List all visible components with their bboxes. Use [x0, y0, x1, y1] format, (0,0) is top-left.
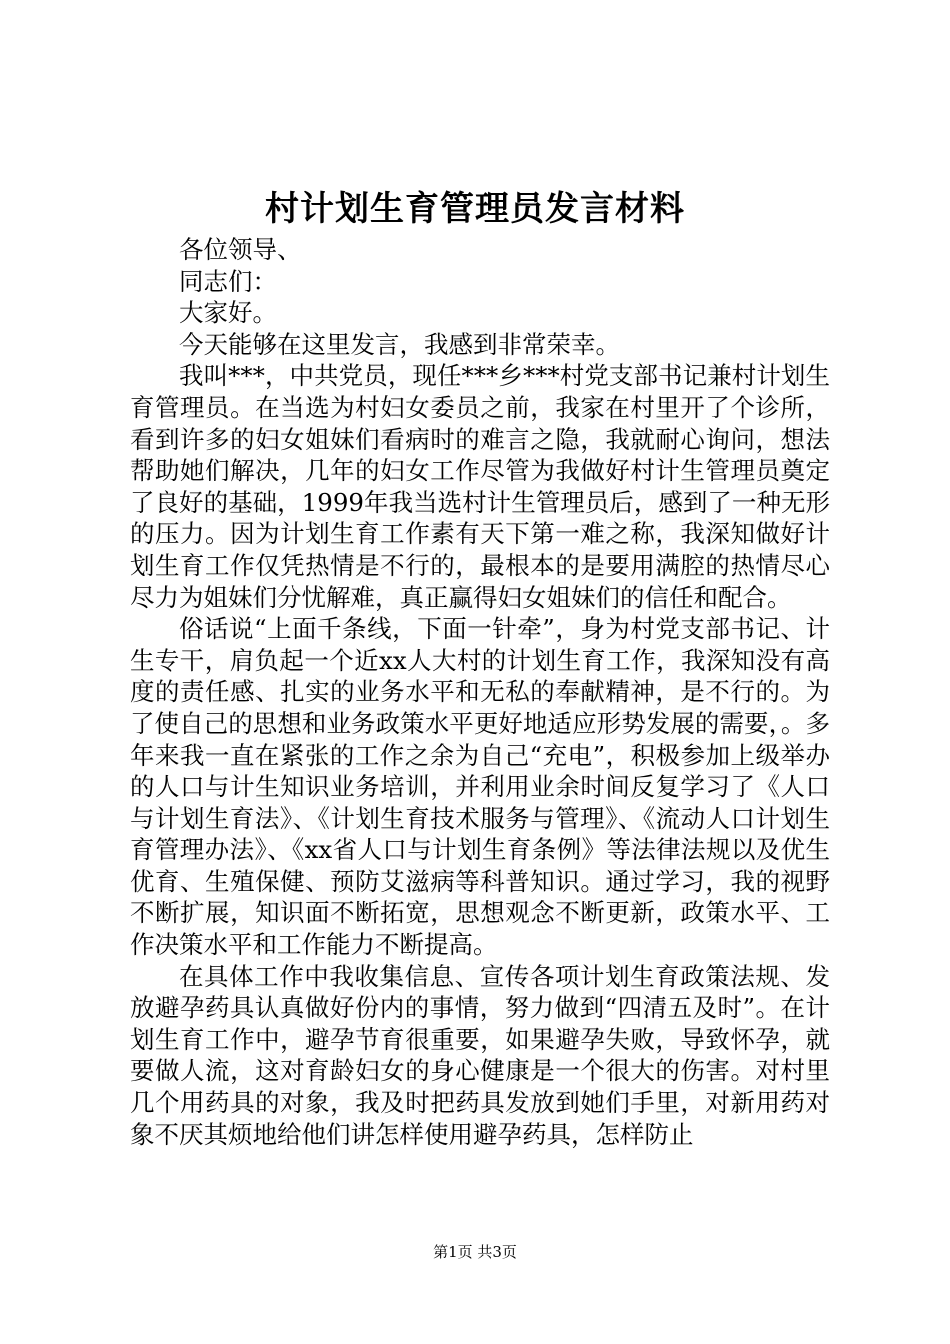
paragraph-study: 俗话说“上面千条线，下面一针牵”，身为村党支部书记、计生专干，肩负起一个近xx人大村的计划生育工作，我深知没有高度的责任感、扎实的业务水平和无私的奉献精神，是不行的。为了使自己的思想和业务政策水平更好地适应形势发展的需要，。多年来我一直在紧张的工作之余为自己“充电”，积极参加上级举办的人口与计生知识业务培训，并利用业余时间反复学习了《人口与计划生育法》、《计划生育技术服务与管理》、《流动人口计划生育管理办法》、《xx省人口与计划生育条例》等法律法规以及优生优育、生殖保健、预防艾滋病等科普知识。通过学习，我的视野不断扩展，知识面不断拓宽，思想观念不断更新，政策水平、工作决策水平和工作能力不断提高。	[130, 614, 830, 960]
document-body	[130, 234, 830, 1150]
paragraph-introduction: 我叫***，中共党员，现任***乡***村党支部书记兼村计划生育管理员。在当选为村妇女委员之前，我家在村里开了个诊所，看到许多的妇女姐妹们看病时的难言之隐，我就耐心询问，想法帮助她们解决，几年的妇女工作尽管为我做好村计生管理员奠定了良好的基础，1999年我当选村计生管理员后，感到了一种无形的压力。因为计划生育工作素有天下第一难之称，我深知做好计划生育工作仅凭热情是不行的，最根本的是要用满腔的热情尽心尽力为姐妹们分忧解难，真正赢得妇女姐妹们的信任和配合。	[130, 361, 830, 612]
paragraph-salutation-leaders: 各位领导、	[179, 235, 302, 264]
paragraph-salutation-comrades: 同志们：	[179, 266, 277, 296]
document-title: 村计划生育管理员发言材料	[265, 189, 685, 229]
paragraph-work: 在具体工作中我收集信息、宣传各项计划生育政策法规、发放避孕药具认真做好份内的事情，努力做到“四清五及时”。在计划生育工作中，避孕节育很重要，如果避孕失败，导致怀孕，就要做人流，这对育龄妇女的身心健康是一个很大的伤害。对村里几个用药具的对象，我及时把药具发放到她们手里，对新用药对象不厌其烦地给他们讲怎样使用避孕药具，怎样防止	[130, 961, 830, 1149]
page-footer: 第1页 共3页	[433, 1243, 517, 1261]
paragraph-opening: 今天能够在这里发言，我感到非常荣幸。	[179, 329, 620, 359]
paragraph-greeting: 大家好。	[179, 298, 277, 328]
